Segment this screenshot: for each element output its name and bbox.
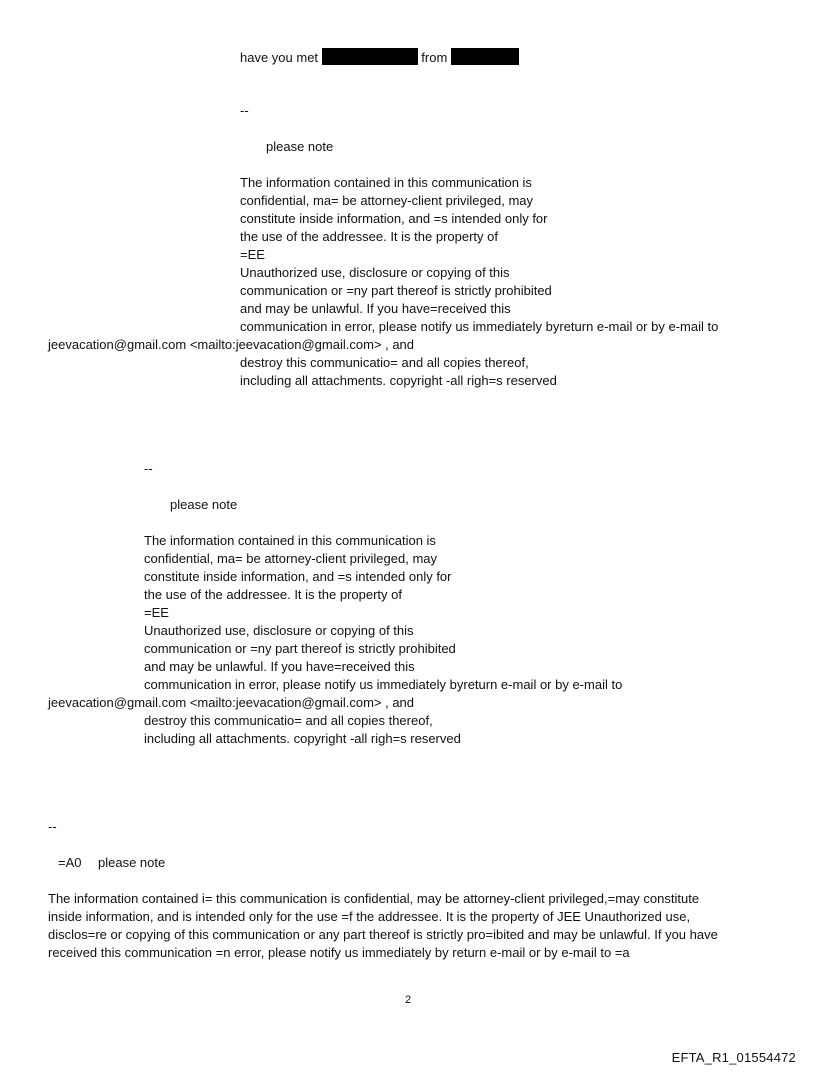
block2-line-8: and may be unlawful. If you have=received this xyxy=(144,659,415,674)
block3-para-line-1: The information contained i= this communication is confidential, may be attorney-client privileged,=may constitute xyxy=(48,891,700,906)
redaction-block-org xyxy=(451,48,519,65)
block1-line-6: Unauthorized use, disclosure or copying of this xyxy=(240,265,510,280)
document-id: EFTA_R1_01554472 xyxy=(671,1050,796,1065)
block2-line-1: The information contained in this communication is xyxy=(144,533,436,548)
block2-line-6: Unauthorized use, disclosure or copying of this xyxy=(144,623,414,638)
block3-note: please note xyxy=(98,855,166,870)
block1-tail-1: destroy this communicatio= and all copies thereof, xyxy=(240,355,529,370)
block2-line-2: confidential, ma= be attorney-client privileged, may xyxy=(144,551,438,566)
block1-line-7: communication or =ny part thereof is strictly prohibited xyxy=(240,283,552,298)
block1-dashes: -- xyxy=(240,103,249,118)
redaction-block-name xyxy=(322,48,418,65)
block2-tail-2: including all attachments. copyright -all righ=s reserved xyxy=(144,731,461,746)
header-prefix: have you met xyxy=(240,50,319,65)
block1-line-3: constitute inside information, and =s intended only for xyxy=(240,211,548,226)
block1-line-2: confidential, ma= be attorney-client privileged, may xyxy=(240,193,534,208)
block2-dashes: -- xyxy=(144,461,153,476)
header-middle: from xyxy=(421,50,448,65)
block3-prefix: =A0 xyxy=(58,855,82,870)
block2-line-9: communication in error, please notify us immediately byreturn e-mail or by e-mail to xyxy=(144,677,623,692)
block1-email-line: jeevacation@gmail.com <mailto:jeevacation@gmail.com> , and xyxy=(48,337,415,352)
page-number: 2 xyxy=(404,994,412,1006)
block1-note: please note xyxy=(266,139,334,154)
block2-tail-1: destroy this communicatio= and all copies thereof, xyxy=(144,713,433,728)
block1-line-8: and may be unlawful. If you have=received this xyxy=(240,301,511,316)
block2-email-line: jeevacation@gmail.com <mailto:jeevacation@gmail.com> , and xyxy=(48,695,415,710)
block3-para-line-2: inside information, and is intended only for the use =f the addressee. It is the property of JEE Unauthorized use, xyxy=(48,909,691,924)
block2-line-5: =EE xyxy=(144,605,169,620)
block1-tail-2: including all attachments. copyright -all righ=s reserved xyxy=(240,373,557,388)
block2-note: please note xyxy=(170,497,238,512)
block2-line-3: constitute inside information, and =s intended only for xyxy=(144,569,452,584)
block2-line-4: the use of the addressee. It is the property of xyxy=(144,587,402,602)
block1-line-4: the use of the addressee. It is the property of xyxy=(240,229,498,244)
header-line xyxy=(240,48,519,67)
block3-para-line-4: received this communication =n error, please notify us immediately by return e-mail or by e-mail to =a xyxy=(48,945,630,960)
block3-dashes: -- xyxy=(48,819,57,834)
block3-para-line-3: disclos=re or copying of this communication or any part thereof is strictly pro=ibited and may be unlawful. If you have xyxy=(48,927,718,942)
block1-line-9: communication in error, please notify us immediately byreturn e-mail or by e-mail to xyxy=(240,319,719,334)
block1-line-5: =EE xyxy=(240,247,265,262)
block1-line-1: The information contained in this communication is xyxy=(240,175,532,190)
block2-line-7: communication or =ny part thereof is strictly prohibited xyxy=(144,641,456,656)
